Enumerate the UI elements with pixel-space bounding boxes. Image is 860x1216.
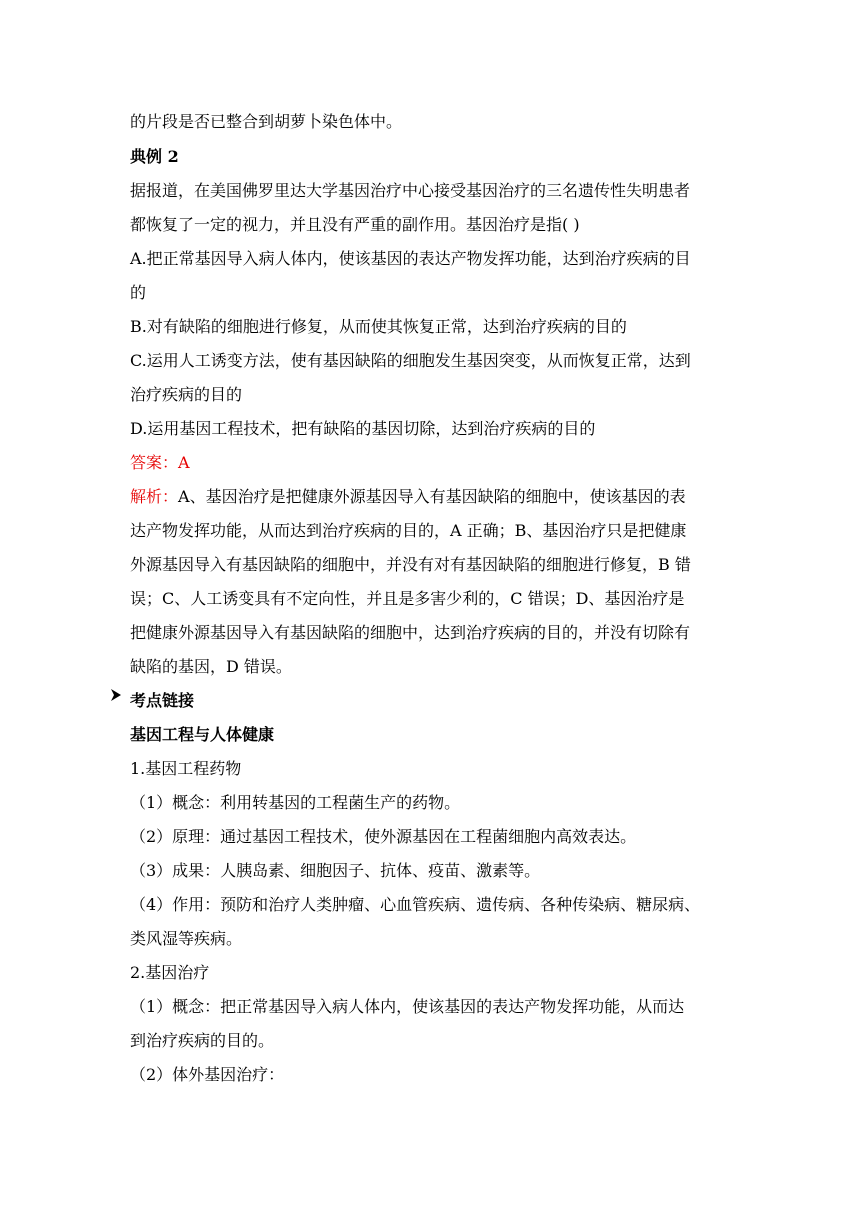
answer-line: 答案：A bbox=[130, 453, 190, 472]
topic-2-concept-line-2: 到治疗疾病的目的。 bbox=[130, 1031, 275, 1050]
analysis-line-6: 缺陷的基因，D 错误。 bbox=[130, 657, 292, 676]
topic-2-in-vitro: （2）体外基因治疗： bbox=[130, 1065, 285, 1084]
analysis-label: 解析： bbox=[130, 487, 179, 506]
question-line-1: 据报道，在美国佛罗里达大学基因治疗中心接受基因治疗的三名遗传性失明患者 bbox=[130, 181, 691, 200]
analysis-text: A、基因治疗是把健康外源基因导入有基因缺陷的细胞中，使该基因的表 bbox=[178, 487, 686, 506]
topic-1-effect-line-2: 类风湿等疾病。 bbox=[130, 929, 243, 948]
topic-2-concept-line-1: （1）概念：把正常基因导入病人体内，使该基因的表达产物发挥功能，从而达 bbox=[130, 997, 685, 1016]
analysis-line-1 bbox=[130, 487, 686, 507]
analysis-line-5: 把健康外源基因导入有基因缺陷的细胞中，达到治疗疾病的目的，并没有切除有 bbox=[130, 623, 691, 642]
analysis-line-4: 误；C、人工诱变具有不定向性，并且是多害少利的，C 错误；D、基因治疗是 bbox=[130, 589, 685, 608]
text-line-continuation: 的片段是否已整合到胡萝卜染色体中。 bbox=[130, 112, 403, 131]
option-c-line-1: C.运用人工诱变方法，使有基因缺陷的细胞发生基因突变，从而恢复正常，达到 bbox=[130, 351, 691, 370]
option-d: D.运用基因工程技术，把有缺陷的基因切除，达到治疗疾病的目的 bbox=[130, 419, 596, 438]
analysis-line-2: 达产物发挥功能，从而达到治疗疾病的目的，A 正确；B、基因治疗只是把健康 bbox=[130, 521, 687, 540]
topic-1-principle: （2）原理：通过基因工程技术，使外源基因在工程菌细胞内高效表达。 bbox=[130, 827, 637, 846]
analysis-line-3: 外源基因导入有基因缺陷的细胞中，并没有对有基因缺陷的细胞进行修复，B 错 bbox=[130, 555, 691, 574]
example-heading: 典例 2 bbox=[130, 147, 179, 166]
arrow-bullet-icon bbox=[110, 687, 122, 703]
topic-1-concept: （1）概念：利用转基因的工程菌生产的药物。 bbox=[130, 793, 461, 812]
option-a-line-1: A.把正常基因导入病人体内，使该基因的表达产物发挥功能，达到治疗疾病的目 bbox=[130, 249, 691, 268]
option-b: B.对有缺陷的细胞进行修复，从而使其恢复正常，达到治疗疾病的目的 bbox=[130, 317, 627, 336]
option-c-line-2: 治疗疾病的目的 bbox=[130, 385, 243, 404]
topic-1-results: （3）成果：人胰岛素、细胞因子、抗体、疫苗、激素等。 bbox=[130, 861, 541, 880]
topic-1-effect-line-1: （4）作用：预防和治疗人类肿瘤、心血管疾病、遗传病、各种传染病、糖尿病、 bbox=[130, 895, 701, 914]
option-a-line-2: 的 bbox=[130, 283, 147, 302]
question-line-2: 都恢复了一定的视力，并且没有严重的副作用。基因治疗是指( ) bbox=[130, 215, 580, 234]
topic-2-title: 2.基因治疗 bbox=[130, 963, 210, 982]
topic-1-title: 1.基因工程药物 bbox=[130, 759, 242, 778]
subsection-heading: 基因工程与人体健康 bbox=[130, 725, 275, 744]
section-heading-links: 考点链接 bbox=[130, 691, 195, 710]
